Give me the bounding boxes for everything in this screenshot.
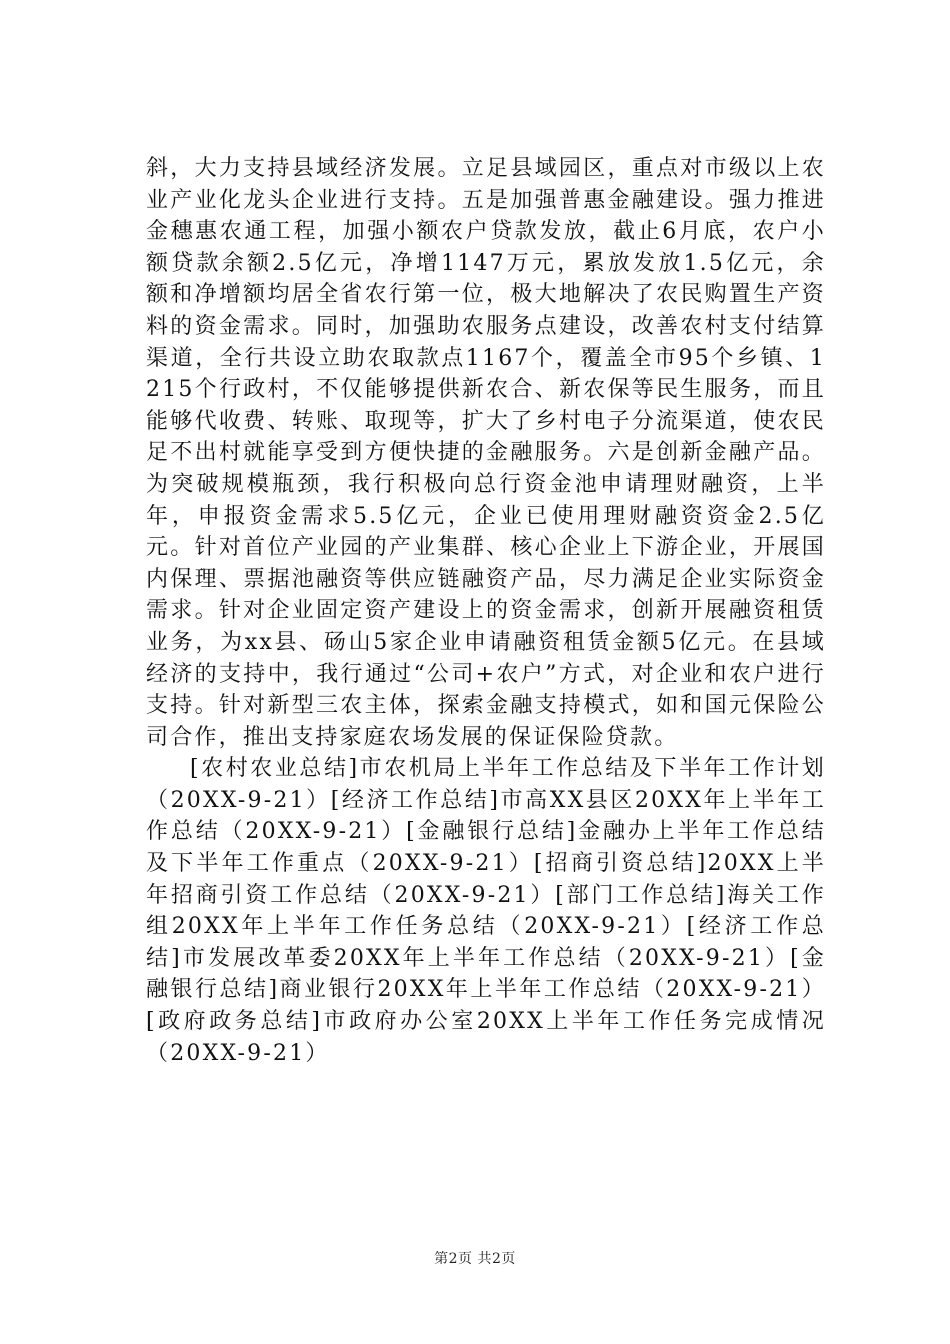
document-body [146,153,826,1069]
paragraph-continuation: 斜，大力支持县域经济发展。立足县域园区，重点对市级以上农业产业化龙头企业进行支持。五是加强普惠金融建设。强力推进金穗惠农通工程，加强小额农户贷款发放，截止6月底，农户小额贷款余额2.5亿元，净增1147万元，累放发放1.5亿元，余额和净增额均居全省农行第一位，极大地解决了农民购置生产资料的资金需求。同时，加强助农服务点建设，改善农村支付结算渠道，全行共设立助农取款点1167个，覆盖全市95个乡镇、1215个行政村，不仅能够提供新农合、新农保等民生服务，而且能够代收费、转账、取现等，扩大了乡村电子分流渠道，使农民足不出村就能享受到方便快捷的金融服务。六是创新金融产品。为突破规模瓶颈，我行积极向总行资金池申请理财融资，上半年，申报资金需求5.5亿元，企业已使用理财融资资金2.5亿元。针对首位产业园的产业集群、核心企业上下游企业，开展国内保理、票据池融资等供应链融资产品，尽力满足企业实际资金需求。针对企业固定资产建设上的资金需求，创新开展融资租赁业务，为xx县、砀山5家企业申请融资租赁金额5亿元。在县域经济的支持中，我行通过“公司+农户”方式，对企业和农户进行支持。针对新型三农主体，探索金融支持模式，如和国元保险公司合作，推出支持家庭农场发展的保证保险贷款。 [146,156,826,750]
page-number-footer: 第2页 共2页 [434,1251,516,1267]
paragraph-related-summaries: [农村农业总结]市农机局上半年工作总结及下半年工作计划（20XX-9-21）[经济工作总结]市高XX县区20XX年上半年工作总结（20XX-9-21）[金融银行总结]金融办上半年工作总结及下半年工作重点（20XX-9-21）[招商引资总结]20XX上半年招商引资工作总结（20XX-9-21）[部门工作总结]海关工作组20XX年上半年工作任务总结（20XX-9-21）[经济工作总结]市发展改革委20XX年上半年工作总结（20XX-9-21）[金融银行总结]商业银行20XX年上半年工作总结（20XX-9-21）[政府政务总结]市政府办公室20XX上半年工作任务完成情况（20XX-9-21） [146,756,826,1066]
